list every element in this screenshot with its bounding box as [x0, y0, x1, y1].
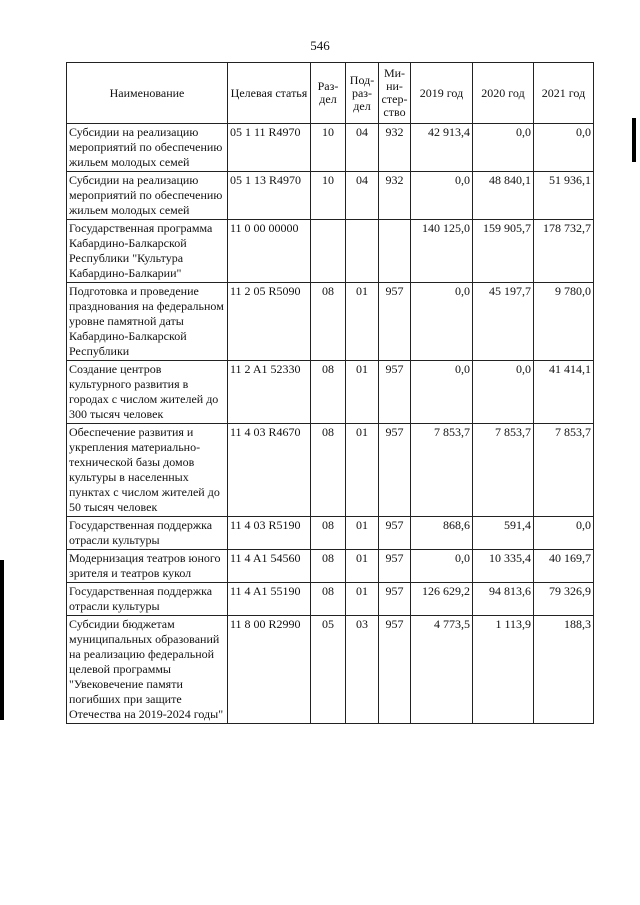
- cell-2020: 45 197,7: [473, 283, 534, 361]
- cell-ministry: 957: [379, 616, 411, 724]
- cell-target-article: 05 1 11 R4970: [228, 124, 311, 172]
- cell-name: Государственная программа Кабардино-Балкарской Республики "Культура Кабардино-Балкарии": [67, 220, 228, 283]
- cell-ministry: 957: [379, 583, 411, 616]
- cell-2020: 0,0: [473, 124, 534, 172]
- cell-target-article: 11 0 00 00000: [228, 220, 311, 283]
- cell-2020: 159 905,7: [473, 220, 534, 283]
- cell-2019: 42 913,4: [411, 124, 473, 172]
- cell-2021: 79 326,9: [534, 583, 594, 616]
- cell-ministry: [379, 220, 411, 283]
- cell-name: Обеспечение развития и укрепления материально-технической базы домов культуры в населенных пунктах с числом жителей до 50 тысяч человек: [67, 424, 228, 517]
- cell-target-article: 11 2 05 R5090: [228, 283, 311, 361]
- cell-ministry: 957: [379, 550, 411, 583]
- cell-2020: 0,0: [473, 361, 534, 424]
- cell-2021: 178 732,7: [534, 220, 594, 283]
- page-number: 546: [310, 38, 330, 53]
- cell-target-article: 05 1 13 R4970: [228, 172, 311, 220]
- cell-name: Субсидии на реализацию мероприятий по обеспечению жильем молодых семей: [67, 124, 228, 172]
- cell-target-article: 11 4 A1 55190: [228, 583, 311, 616]
- cell-name: Модернизация театров юного зрителя и театров кукол: [67, 550, 228, 583]
- cell-2020: 94 813,6: [473, 583, 534, 616]
- cell-section: [311, 220, 346, 283]
- cell-2020: 591,4: [473, 517, 534, 550]
- cell-subsection: 01: [346, 583, 379, 616]
- cell-2020: 48 840,1: [473, 172, 534, 220]
- scan-edge-mark: [0, 560, 4, 720]
- cell-2019: 7 853,7: [411, 424, 473, 517]
- header-2021: 2021 год: [534, 63, 594, 124]
- cell-target-article: 11 2 A1 52330: [228, 361, 311, 424]
- cell-2021: 40 169,7: [534, 550, 594, 583]
- cell-subsection: 01: [346, 424, 379, 517]
- cell-2021: 188,3: [534, 616, 594, 724]
- cell-2019: 140 125,0: [411, 220, 473, 283]
- cell-subsection: 01: [346, 361, 379, 424]
- cell-section: 08: [311, 550, 346, 583]
- cell-2019: 4 773,5: [411, 616, 473, 724]
- cell-ministry: 957: [379, 361, 411, 424]
- cell-ministry: 932: [379, 172, 411, 220]
- cell-name: Субсидии на реализацию мероприятий по обеспечению жильем молодых семей: [67, 172, 228, 220]
- table-row: [67, 550, 594, 583]
- header-name: Наименование: [67, 63, 228, 124]
- cell-subsection: 04: [346, 124, 379, 172]
- cell-name: Подготовка и проведение празднования на федеральном уровне памятной даты Кабардино-Балкарской Республики: [67, 283, 228, 361]
- cell-section: 10: [311, 172, 346, 220]
- cell-section: 08: [311, 361, 346, 424]
- cell-name: Государственная поддержка отрасли культуры: [67, 517, 228, 550]
- table-row: [67, 172, 594, 220]
- cell-target-article: 11 4 03 R4670: [228, 424, 311, 517]
- table-row: [67, 361, 594, 424]
- cell-2021: 41 414,1: [534, 361, 594, 424]
- table-row: [67, 220, 594, 283]
- cell-section: 08: [311, 424, 346, 517]
- cell-subsection: 01: [346, 283, 379, 361]
- cell-2019: 126 629,2: [411, 583, 473, 616]
- cell-2019: 0,0: [411, 550, 473, 583]
- cell-2019: 0,0: [411, 172, 473, 220]
- cell-section: 05: [311, 616, 346, 724]
- cell-subsection: 01: [346, 517, 379, 550]
- header-section: Раз-дел: [311, 63, 346, 124]
- cell-2020: 7 853,7: [473, 424, 534, 517]
- cell-subsection: 03: [346, 616, 379, 724]
- cell-ministry: 957: [379, 517, 411, 550]
- cell-2019: 0,0: [411, 283, 473, 361]
- header-subsection: Под-раз-дел: [346, 63, 379, 124]
- cell-target-article: 11 8 00 R2990: [228, 616, 311, 724]
- table-row: [67, 616, 594, 724]
- header-2020: 2020 год: [473, 63, 534, 124]
- cell-section: 08: [311, 283, 346, 361]
- cell-2020: 10 335,4: [473, 550, 534, 583]
- cell-ministry: 957: [379, 283, 411, 361]
- table-row: [67, 124, 594, 172]
- header-target-article: Целевая статья: [228, 63, 311, 124]
- cell-subsection: 04: [346, 172, 379, 220]
- table-row: [67, 283, 594, 361]
- cell-2021: 0,0: [534, 517, 594, 550]
- cell-2021: 9 780,0: [534, 283, 594, 361]
- cell-name: Субсидии бюджетам муниципальных образований на реализацию федеральной целевой программы "Увековечение памяти погибших при защите Отечества на 2019-2024 годы": [67, 616, 228, 724]
- cell-subsection: 01: [346, 550, 379, 583]
- cell-2021: 51 936,1: [534, 172, 594, 220]
- cell-2020: 1 113,9: [473, 616, 534, 724]
- cell-section: 08: [311, 583, 346, 616]
- cell-2019: 868,6: [411, 517, 473, 550]
- table-body: [67, 124, 594, 724]
- cell-name: Создание центров культурного развития в городах с числом жителей до 300 тысяч человек: [67, 361, 228, 424]
- cell-subsection: [346, 220, 379, 283]
- table-row: [67, 424, 594, 517]
- cell-section: 10: [311, 124, 346, 172]
- cell-2019: 0,0: [411, 361, 473, 424]
- budget-table: [66, 62, 594, 724]
- table-row: [67, 583, 594, 616]
- cell-target-article: 11 4 03 R5190: [228, 517, 311, 550]
- cell-2021: 0,0: [534, 124, 594, 172]
- scan-edge-mark: [632, 118, 636, 162]
- table-header-row: [67, 63, 594, 124]
- cell-ministry: 957: [379, 424, 411, 517]
- cell-section: 08: [311, 517, 346, 550]
- cell-2021: 7 853,7: [534, 424, 594, 517]
- cell-ministry: 932: [379, 124, 411, 172]
- cell-target-article: 11 4 A1 54560: [228, 550, 311, 583]
- header-2019: 2019 год: [411, 63, 473, 124]
- header-ministry: Ми-ни-стер-ство: [379, 63, 411, 124]
- table-row: [67, 517, 594, 550]
- cell-name: Государственная поддержка отрасли культуры: [67, 583, 228, 616]
